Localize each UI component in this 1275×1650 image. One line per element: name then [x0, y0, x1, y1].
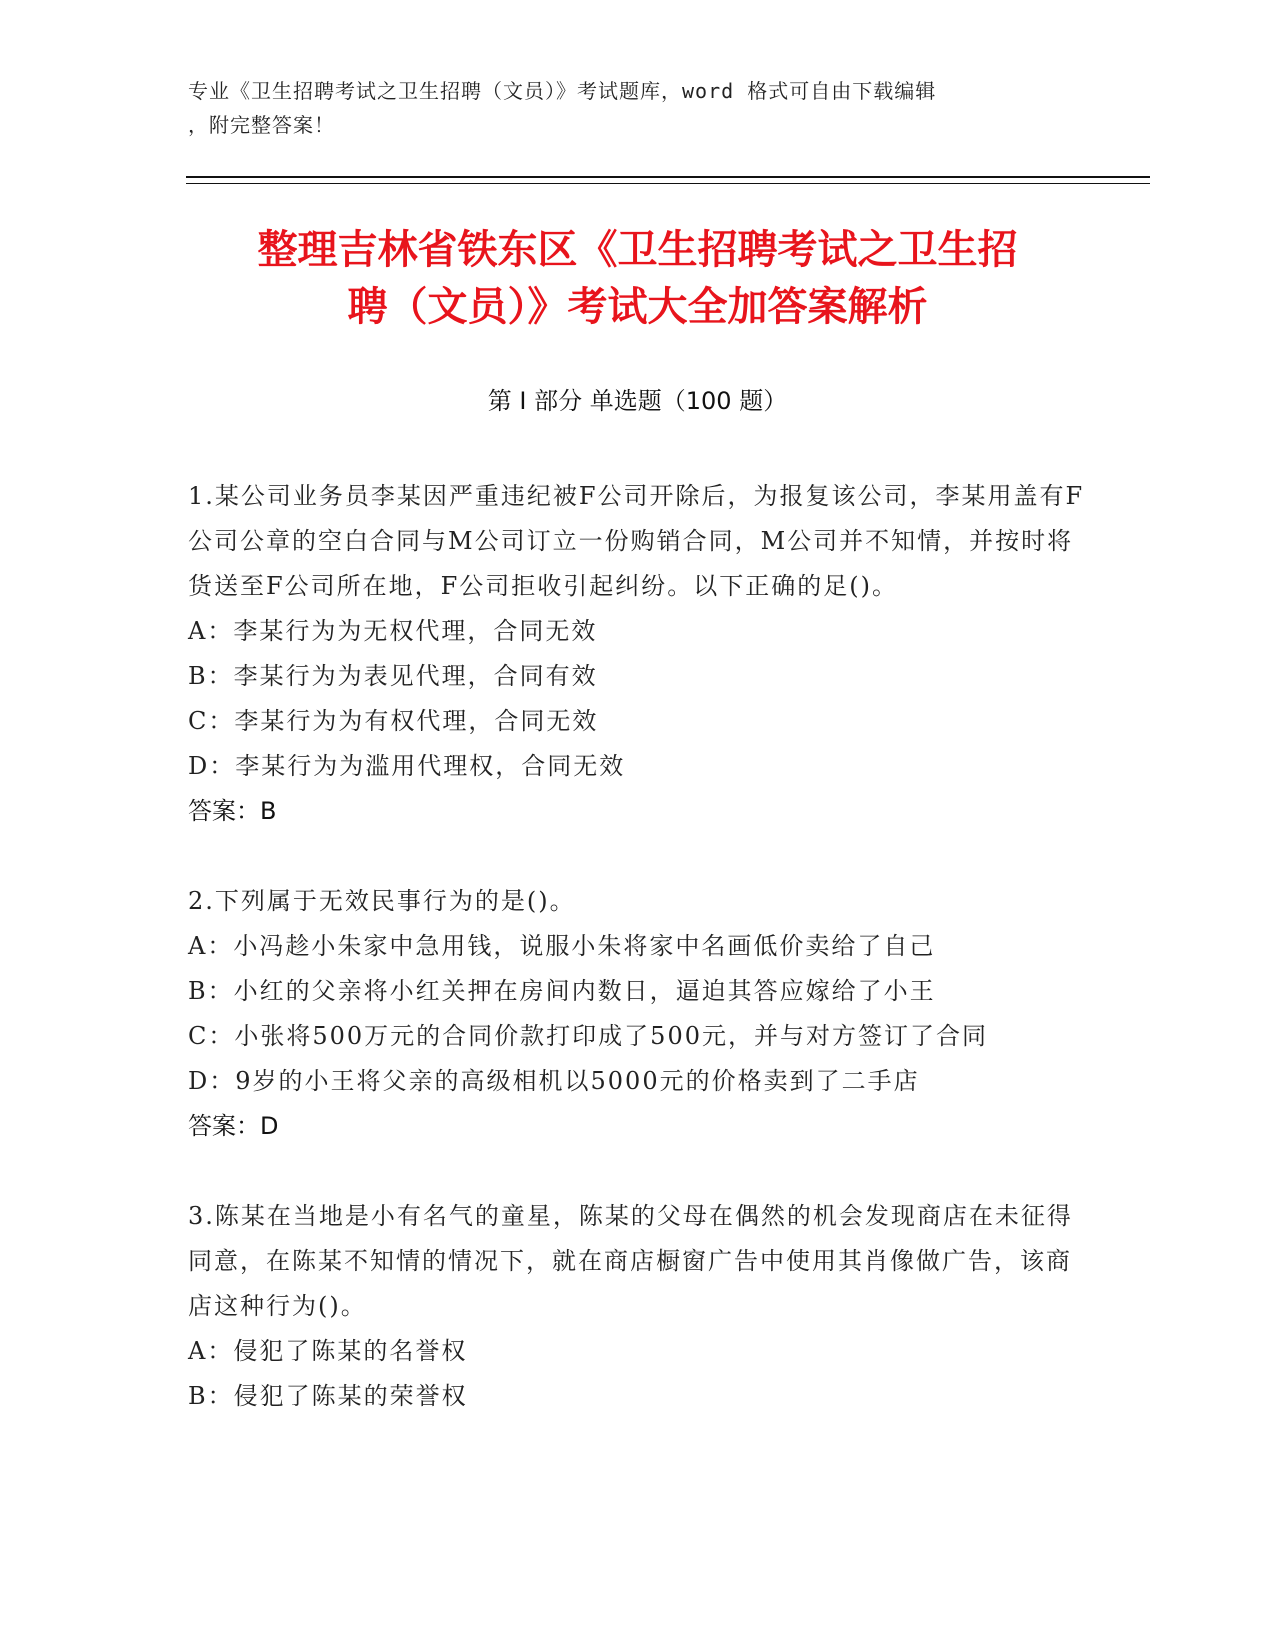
header-divider-thick	[186, 176, 1150, 178]
option-b: B：李某行为为表见代理，合同有效	[188, 662, 598, 690]
question-list	[188, 474, 1088, 1464]
question-1	[188, 474, 1088, 834]
section-heading: 第 I 部分 单选题（100 题）	[487, 387, 788, 415]
answer-line: 答案：B	[188, 797, 277, 825]
option-b: B：侵犯了陈某的荣誉权	[188, 1382, 468, 1410]
option-d: D：9岁的小王将父亲的高级相机以5000元的价格卖到了二手店	[188, 1067, 920, 1095]
option-a: A：小冯趁小朱家中急用钱，说服小朱将家中名画低价卖给了自己	[188, 932, 936, 960]
question-stem: 2.下列属于无效民事行为的是()。	[188, 887, 576, 915]
document-title-line-2: 聘（文员）》考试大全加答案解析	[347, 284, 928, 330]
header-note-line-1: 专业《卫生招聘考试之卫生招聘（文员）》考试题库，word 格式可自由下载编辑	[188, 79, 937, 103]
option-c: C：李某行为为有权代理，合同无效	[188, 707, 599, 735]
document-title-line-1: 整理吉林省铁东区《卫生招聘考试之卫生招	[257, 227, 1018, 273]
option-a: A：侵犯了陈某的名誉权	[188, 1337, 468, 1365]
document-title	[150, 222, 1125, 336]
header-divider-thin	[186, 183, 1150, 184]
option-a: A：李某行为为无权代理，合同无效	[188, 617, 598, 645]
option-d: D：李某行为为滥用代理权，合同无效	[188, 752, 626, 780]
header-note	[188, 74, 1068, 142]
option-c: C：小张将500万元的合同价款打印成了500元，并与对方签订了合同	[188, 1022, 988, 1050]
option-b: B：小红的父亲将小红关押在房间内数日，逼迫其答应嫁给了小王	[188, 977, 936, 1005]
answer-line: 答案：D	[188, 1112, 279, 1140]
question-2	[188, 879, 1088, 1149]
question-stem: 3.陈某在当地是小有名气的童星，陈某的父母在偶然的机会发现商店在未征得同意，在陈某不知情的情况下，就在商店橱窗广告中使用其肖像做广告，该商店这种行为()。	[188, 1202, 1073, 1320]
header-note-line-2: ，附完整答案！	[188, 113, 335, 137]
question-3	[188, 1194, 1088, 1419]
question-stem: 1.某公司业务员李某因严重违纪被F公司开除后，为报复该公司，李某用盖有F公司公章的空白合同与M公司订立一份购销合同，M公司并不知情，并按时将货送至F公司所在地，F公司拒收引起纠纷。以下正确的足()。	[188, 482, 1085, 600]
